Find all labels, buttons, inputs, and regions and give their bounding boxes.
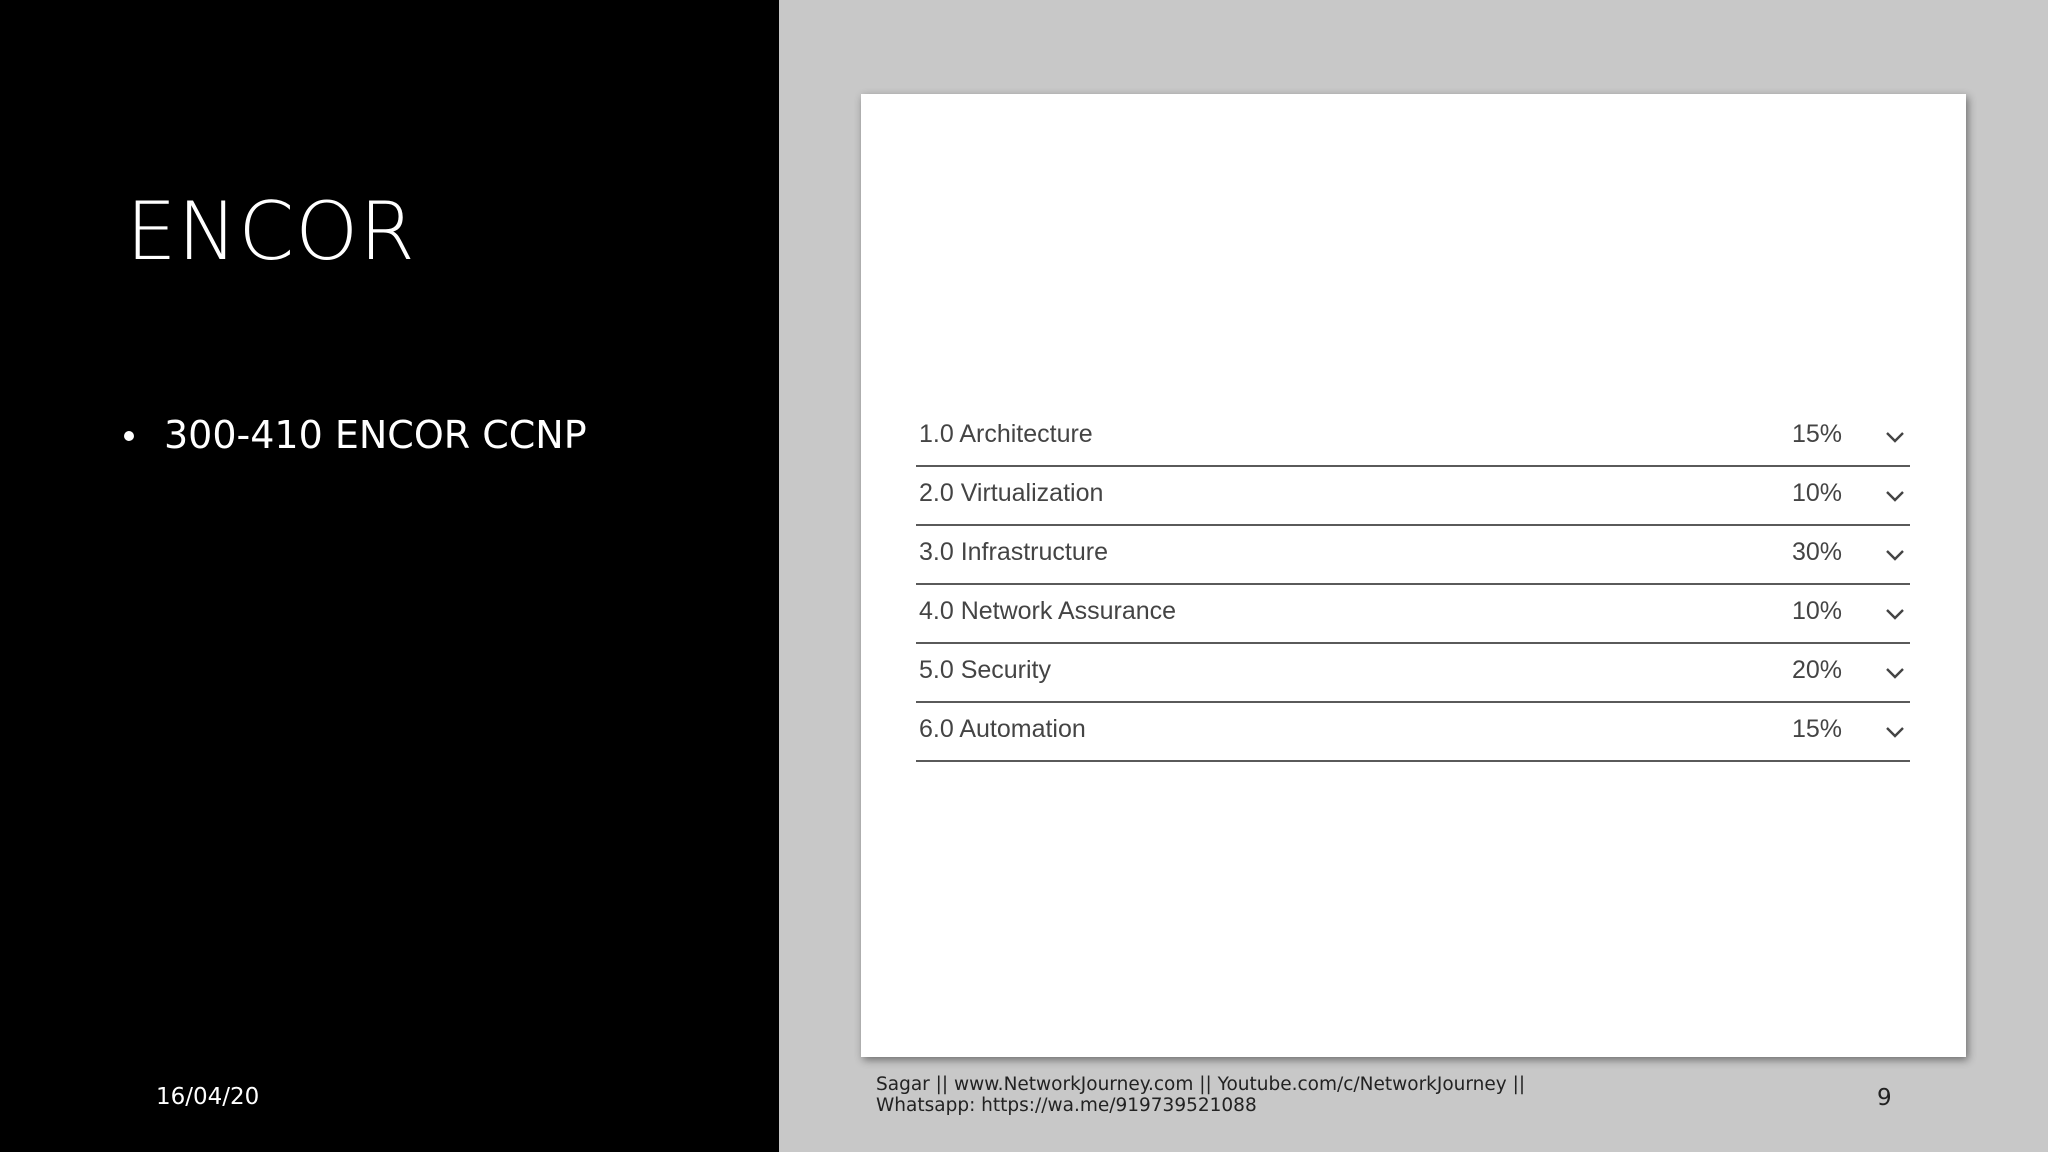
topic-row-architecture[interactable] [916,409,1910,467]
topic-label: 3.0 Infrastructure [919,538,1108,566]
bullet-dot-icon [124,431,134,441]
chevron-down-icon[interactable] [1884,544,1906,566]
topic-row-security[interactable] [916,645,1910,703]
slide-title: ENCOR [126,185,416,278]
topic-row-network-assurance[interactable] [916,586,1910,644]
topic-label: 5.0 Security [919,656,1052,684]
topic-row-infrastructure[interactable] [916,527,1910,585]
left-panel [0,0,779,1152]
exam-topics-card [861,94,1966,1057]
footer-line: Whatsapp: https://wa.me/919739521088 [876,1095,1257,1116]
topic-percent: 20% [1791,656,1842,684]
slide-footer [876,1074,1576,1116]
bullet-text: 300-410 ENCOR CCNP [164,413,587,457]
topic-label: 1.0 Architecture [919,420,1093,448]
chevron-down-icon[interactable] [1884,426,1906,448]
topic-label: 4.0 Network Assurance [919,597,1177,625]
exam-topics-list [916,409,1910,763]
topic-label: 6.0 Automation [919,715,1086,743]
topic-percent: 30% [1791,538,1842,566]
footer-line: Sagar || www.NetworkJourney.com || Youtube.com/c/NetworkJourney || [876,1074,1526,1095]
topic-percent: 15% [1791,420,1842,448]
topic-row-automation[interactable] [916,704,1910,762]
slide-date: 16/04/20 [156,1084,260,1110]
topic-percent: 10% [1791,479,1842,507]
topic-percent: 15% [1791,715,1842,743]
topic-row-virtualization[interactable] [916,468,1910,526]
chevron-down-icon[interactable] [1884,721,1906,743]
bullet-item [124,413,587,457]
chevron-down-icon[interactable] [1884,662,1906,684]
topic-percent: 10% [1791,597,1842,625]
chevron-down-icon[interactable] [1884,485,1906,507]
page-number: 9 [1877,1085,1892,1111]
topic-label: 2.0 Virtualization [919,479,1104,507]
chevron-down-icon[interactable] [1884,603,1906,625]
